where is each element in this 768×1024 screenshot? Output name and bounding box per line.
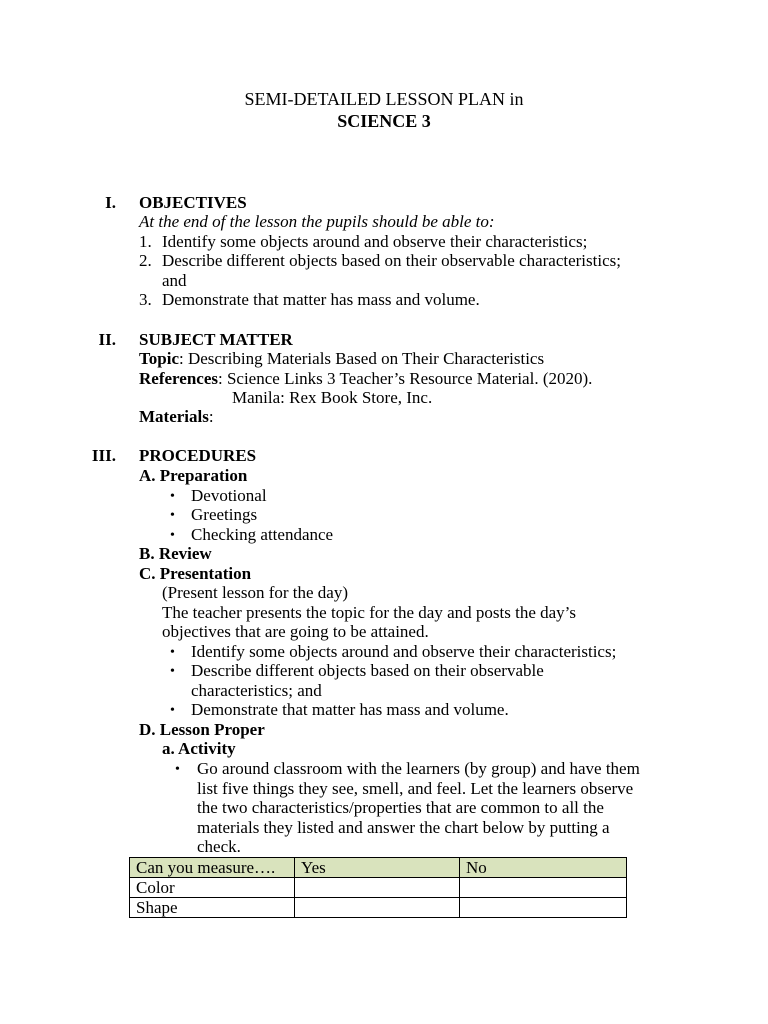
chart-header-cell: Can you measure….	[130, 858, 295, 878]
activity-text: materials they listed and answer the chart below by putting a	[197, 818, 610, 837]
preparation-item: Devotional	[191, 486, 267, 505]
objectives-intro: At the end of the lesson the pupils should be able to:	[139, 212, 495, 231]
chart-row-label: Shape	[130, 898, 295, 918]
topic-line	[139, 349, 544, 369]
topic-label: Topic	[139, 349, 180, 368]
bullet-icon: •	[170, 508, 175, 523]
presentation-objective-cont: characteristics; and	[191, 681, 322, 700]
presentation-note: (Present lesson for the day)	[162, 583, 349, 602]
presentation-objective: Identify some objects around and observe their characteristics;	[191, 642, 617, 661]
table-row	[130, 878, 627, 898]
chart-check-cell[interactable]	[295, 898, 460, 918]
activity-text: Go around classroom with the learners (by group) and have them	[197, 759, 640, 778]
presentation-text-cont: objectives that are going to be attained.	[162, 622, 429, 641]
objective-number: 1.	[139, 232, 152, 251]
objective-item-2: Describe different objects based on their observable characteristics;	[162, 251, 621, 270]
bullet-icon: •	[170, 489, 175, 504]
materials-value: :	[208, 407, 214, 426]
references-label: References	[139, 369, 218, 388]
subheading-lesson-proper: D. Lesson Proper	[139, 720, 265, 739]
section-numeral-objectives: I.	[105, 193, 116, 212]
objective-item-1: Identify some objects around and observe their characteristics;	[162, 232, 588, 251]
activity-text: check.	[197, 837, 241, 856]
preparation-item: Checking attendance	[191, 525, 334, 544]
subheading-preparation: A. Preparation	[139, 466, 248, 485]
references-value: : Science Links 3 Teacher’s Resource Material. (2020).	[217, 369, 593, 388]
chart-row-label: Color	[130, 878, 295, 898]
preparation-item: Greetings	[191, 505, 258, 524]
bullet-icon: •	[170, 664, 175, 679]
objective-item-2-cont: and	[162, 271, 187, 290]
document-title: SEMI-DETAILED LESSON PLAN in	[244, 89, 524, 109]
activity-text: list five things they see, smell, and feel. Let the learners observe	[197, 779, 634, 798]
topic-value: : Describing Materials Based on Their Characteristics	[179, 349, 545, 368]
chart-header-cell: No	[460, 858, 627, 878]
bullet-icon: •	[170, 528, 175, 543]
references-value-cont: Manila: Rex Book Store, Inc.	[232, 388, 433, 407]
table-row	[130, 898, 627, 918]
document-subject: SCIENCE 3	[337, 111, 431, 131]
section-heading-objectives: OBJECTIVES	[139, 193, 247, 212]
chart-check-cell[interactable]	[460, 898, 627, 918]
chart-header-cell: Yes	[295, 858, 460, 878]
bullet-icon: •	[170, 703, 175, 718]
chart-header-row	[130, 858, 627, 878]
presentation-objective: Describe different objects based on their observable	[191, 661, 544, 680]
materials-label: Materials	[139, 407, 209, 426]
subheading-activity: a. Activity	[162, 739, 236, 758]
chart-check-cell[interactable]	[460, 878, 627, 898]
section-heading-procedures: PROCEDURES	[139, 446, 257, 465]
objective-number: 3.	[139, 290, 152, 309]
materials-line	[139, 407, 214, 427]
activity-text: the two characteristics/properties that are common to all the	[197, 798, 604, 817]
subheading-review: B. Review	[139, 544, 212, 563]
section-heading-subject-matter: SUBJECT MATTER	[139, 330, 293, 349]
section-numeral-subject-matter: II.	[98, 330, 116, 349]
chart-check-cell[interactable]	[295, 878, 460, 898]
characteristics-chart	[129, 857, 627, 918]
references-line	[139, 369, 592, 389]
objective-number: 2.	[139, 251, 152, 270]
bullet-icon: •	[170, 645, 175, 660]
presentation-objective: Demonstrate that matter has mass and volume.	[191, 700, 509, 719]
bullet-icon: •	[175, 762, 180, 777]
objective-item-3: Demonstrate that matter has mass and volume.	[162, 290, 480, 309]
subheading-presentation: C. Presentation	[139, 564, 252, 583]
section-numeral-procedures: III.	[91, 446, 116, 465]
presentation-text: The teacher presents the topic for the day and posts the day’s	[162, 603, 577, 622]
